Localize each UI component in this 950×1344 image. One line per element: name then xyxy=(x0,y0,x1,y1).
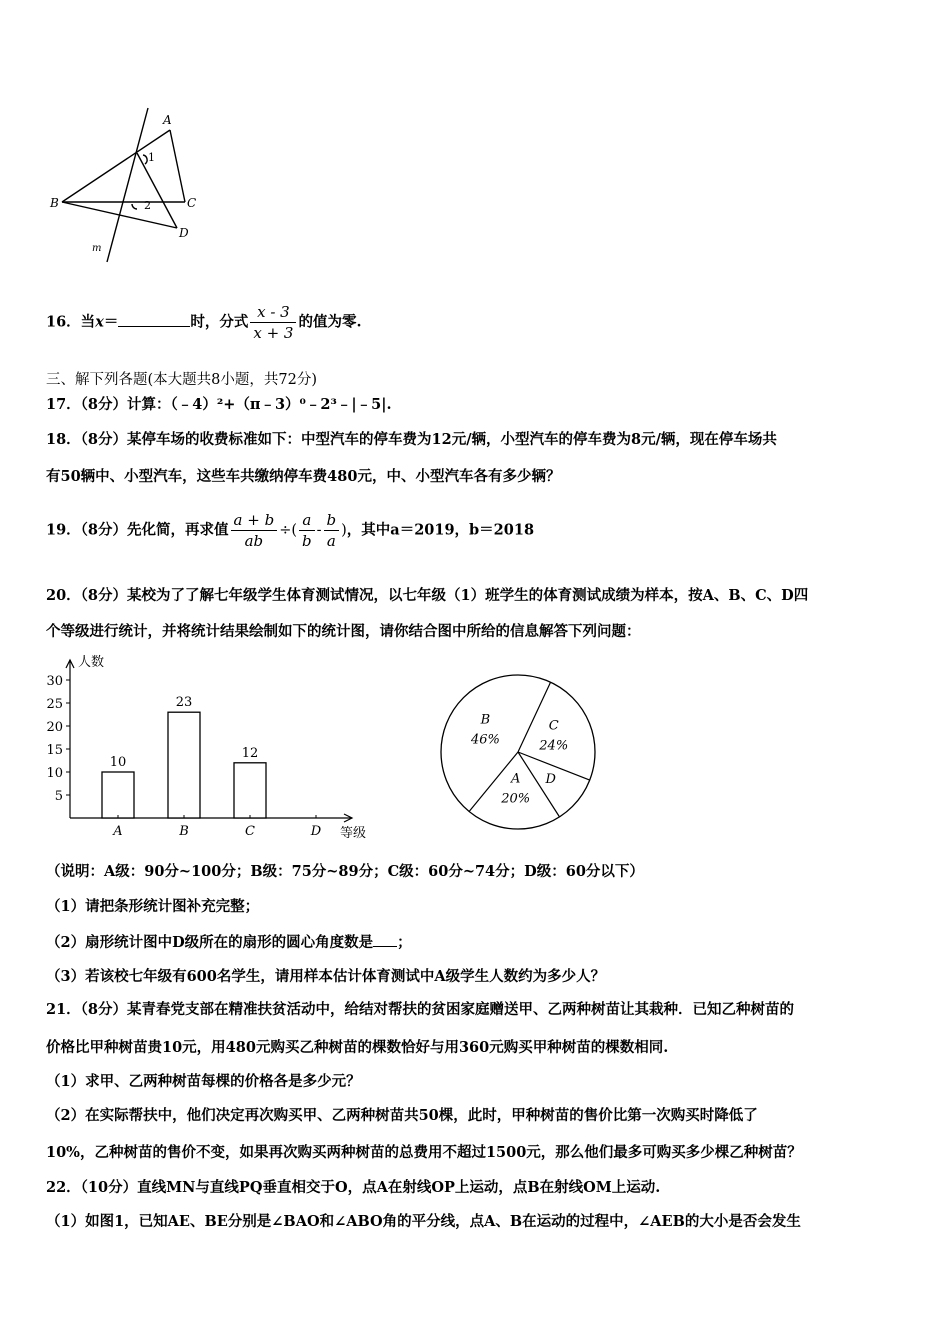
question-22-line-1: 22．（10分）直线MN与直线PQ垂直相交于O，点A在射线OP上运动，点B在射线OM上运动. xyxy=(46,1179,661,1196)
bar-y-tick-label: 10 xyxy=(46,766,63,781)
label-D: D xyxy=(179,226,189,240)
pie-percent-C: 24% xyxy=(539,738,569,754)
geometry-figure xyxy=(40,100,210,265)
pie-label-A: A xyxy=(511,771,521,787)
question-18-line-2: 有50辆中、小型汽车，这些车共缴纳停车费480元，中、小型汽车各有多少辆？ xyxy=(46,468,561,485)
question-21-line-1: 21．（8分）某青春党支部在精准扶贫活动中，给结对帮扶的贫困家庭赠送甲、乙两种树苗让其栽种．已知乙种树苗的 xyxy=(46,1001,795,1018)
pie-label-C: C xyxy=(548,718,559,734)
fraction-19-1: $\frac{a + b}{ab}$ xyxy=(231,510,278,551)
question-22-sub-1: （1）如图1，已知AE、BE分别是∠BAO和∠ABO角的平分线，点A、B在运动的过程中，∠AEB的大小是否会发生 xyxy=(46,1213,801,1230)
bar-data-label-C: 12 xyxy=(241,745,259,761)
question-20-sub-2: （2）扇形统计图中D级所在的扇形的圆心角度数是 ； xyxy=(46,934,412,951)
pie-percent-A: 20% xyxy=(501,791,531,807)
fraction-19-2: $\frac{a}{b}$ xyxy=(299,510,315,551)
line-m xyxy=(107,108,148,262)
segment-BD xyxy=(62,202,177,228)
bar-x-label-D: D xyxy=(310,824,322,839)
label-B: B xyxy=(50,196,59,210)
bar-B xyxy=(168,712,200,818)
bar-x-label-A: A xyxy=(113,824,123,839)
label-C: C xyxy=(187,196,197,210)
question-18-line-1: 18．（8分）某停车场的收费标准如下：中型汽车的停车费为12元/辆，小型汽车的停车费为8元/辆，现在停车场共 xyxy=(46,431,777,448)
question-21-line-2: 价格比甲种树苗贵10元，用480元购买乙种树苗的棵数恰好与用360元购买甲种树苗的棵数相同. xyxy=(46,1039,669,1056)
section-3-title: 三、解下列各题(本大题共8小题，共72分) xyxy=(46,372,317,388)
question-20-line-2: 个等级进行统计，并将统计结果绘制如下的统计图，请你结合图中所给的信息解答下列问题： xyxy=(46,623,641,640)
pie-label-B: B xyxy=(480,712,491,728)
question-21-sub-2b: 10%，乙种树苗的售价不变，如果再次购买两种树苗的总费用不超过1500元，那么他们最多可购买多少棵乙种树苗？ xyxy=(46,1144,802,1161)
pie-label-D: D xyxy=(545,771,556,787)
label-m: m xyxy=(92,243,102,254)
question-20-note: （说明：A级：90分~100分；B级：75分~89分；C级：60分~74分；D级：60分以下） xyxy=(46,863,644,880)
segment-AC xyxy=(170,130,185,202)
bar-y-tick-label: 5 xyxy=(54,789,63,804)
bar-chart xyxy=(40,650,390,845)
label-angle-1: 1 xyxy=(148,151,155,164)
bar-data-label-B: 23 xyxy=(175,695,193,711)
fraction-16: $\frac{x - 3}{x + 3}$ xyxy=(250,302,296,343)
question-21-sub-2a: （2）在实际帮扶中，他们决定再次购买甲、乙两种树苗共50棵，此时，甲种树苗的售价比第一次购买时降低了 xyxy=(46,1107,758,1124)
bar-C xyxy=(234,763,266,818)
bar-x-label-B: B xyxy=(179,824,189,839)
answer-blank-16[interactable] xyxy=(118,312,190,327)
question-17: 17．（8分）计算：（﹣4）²+（π﹣3）⁰﹣2³﹣|﹣5|. xyxy=(46,396,392,413)
bar-y-tick-label: 15 xyxy=(46,743,63,758)
bar-y-tick-label: 25 xyxy=(46,697,63,712)
pie-percent-B: 46% xyxy=(470,732,500,748)
bar-A xyxy=(102,772,134,818)
question-20-sub-1: （1）请把条形统计图补充完整； xyxy=(46,898,260,915)
bar-y-tick-label: 20 xyxy=(46,720,63,735)
bar-data-label-A: 10 xyxy=(109,755,127,770)
bar-xlabel: 等级 xyxy=(340,826,367,841)
bar-x-label-C: C xyxy=(245,824,255,839)
answer-blank-20-2[interactable] xyxy=(373,932,397,947)
bar-y-tick-label: 30 xyxy=(46,674,63,689)
fraction-19-3: $\frac{b}{a}$ xyxy=(324,510,340,551)
question-21-sub-1: （1）求甲、乙两种树苗每棵的价格各是多少元？ xyxy=(46,1073,361,1090)
question-20-sub-3: （3）若该校七年级有600名学生，请用样本估计体育测试中A级学生人数约为多少人？ xyxy=(46,968,606,985)
angle-2-arc xyxy=(132,204,137,209)
segment-AD xyxy=(137,153,177,228)
bar-ylabel: 人数 xyxy=(78,655,105,670)
segment-BA xyxy=(62,130,170,202)
question-20-line-1: 20．（8分）某校为了了解七年级学生体育测试情况，以七年级（1）班学生的体育测试成绩为样本，按A、B、C、D四 xyxy=(46,587,809,604)
question-19: 19．（8分）先化简，再求值 $\frac{a + b}{ab}$ ÷( $\frac{a}{b}$ - $\frac{b}{a}$ )，其中a＝2019，b＝2018 xyxy=(46,511,535,550)
label-A: A xyxy=(163,113,172,127)
question-16: 16．当x＝ 时，分式 $\frac{x - 3}{x + 3}$ 的值为零. xyxy=(46,303,362,342)
pie-chart xyxy=(435,670,610,835)
label-angle-2: 2 xyxy=(144,199,151,212)
angle-1-arc xyxy=(143,155,147,164)
